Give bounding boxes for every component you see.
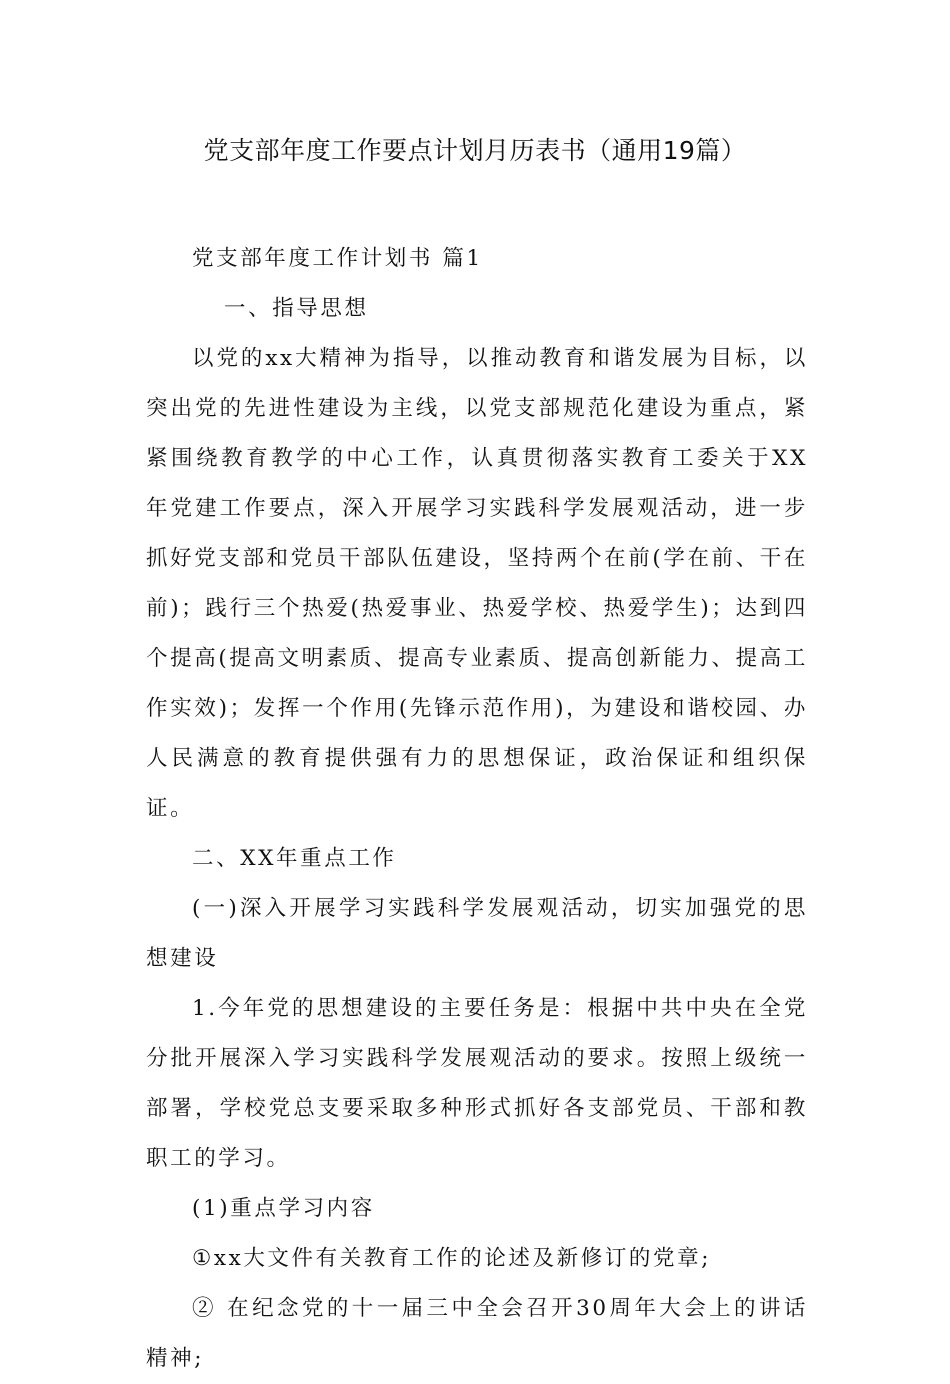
document-body xyxy=(146,234,808,1384)
document-title: 党支部年度工作要点计划月历表书（通用19篇） xyxy=(203,136,747,165)
item1-paragraph: 1.今年党的思想建设的主要任务是：根据中共中央在全党分批开展深入学习实践科学发展观活动的要求。按照上级统一部署，学校党总支要采取多种形式抓好各支部党员、干部和教职工的学习。 xyxy=(146,996,808,1171)
list-item: ①xx大文件有关教育工作的论述及新修订的党章; xyxy=(192,1246,712,1271)
part2-heading: 二、XX年重点工作 xyxy=(192,846,397,871)
section-heading: 党支部年度工作计划书 篇1 xyxy=(192,246,483,271)
item1-sub-heading: (1)重点学习内容 xyxy=(192,1196,375,1221)
part1-paragraph: 以党的xx大精神为指导，以推动教育和谐发展为目标，以突出党的先进性建设为主线，以党支部规范化建设为重点，紧紧围绕教育教学的中心工作，认真贯彻落实教育工委关于XX年党建工作要点，深入开展学习实践科学发展观活动，进一步抓好党支部和党员干部队伍建设，坚持两个在前(学在前、干在前)；践行三个热爱(热爱事业、热爱学校、热爱学生)；达到四个提高(提高文明素质、提高专业素质、提高创新能力、提高工作实效)；发挥一个作用(先锋示范作用)，为建设和谐校园、办人民满意的教育提供强有力的思想保证，政治保证和组织保证。 xyxy=(146,346,808,821)
list-item: ② 在纪念党的十一届三中全会召开30周年大会上的讲话精神; xyxy=(146,1296,808,1371)
part1-heading: 一、指导思想 xyxy=(224,296,369,321)
sub1-heading: (一)深入开展学习实践科学发展观活动，切实加强党的思想建设 xyxy=(146,896,808,971)
